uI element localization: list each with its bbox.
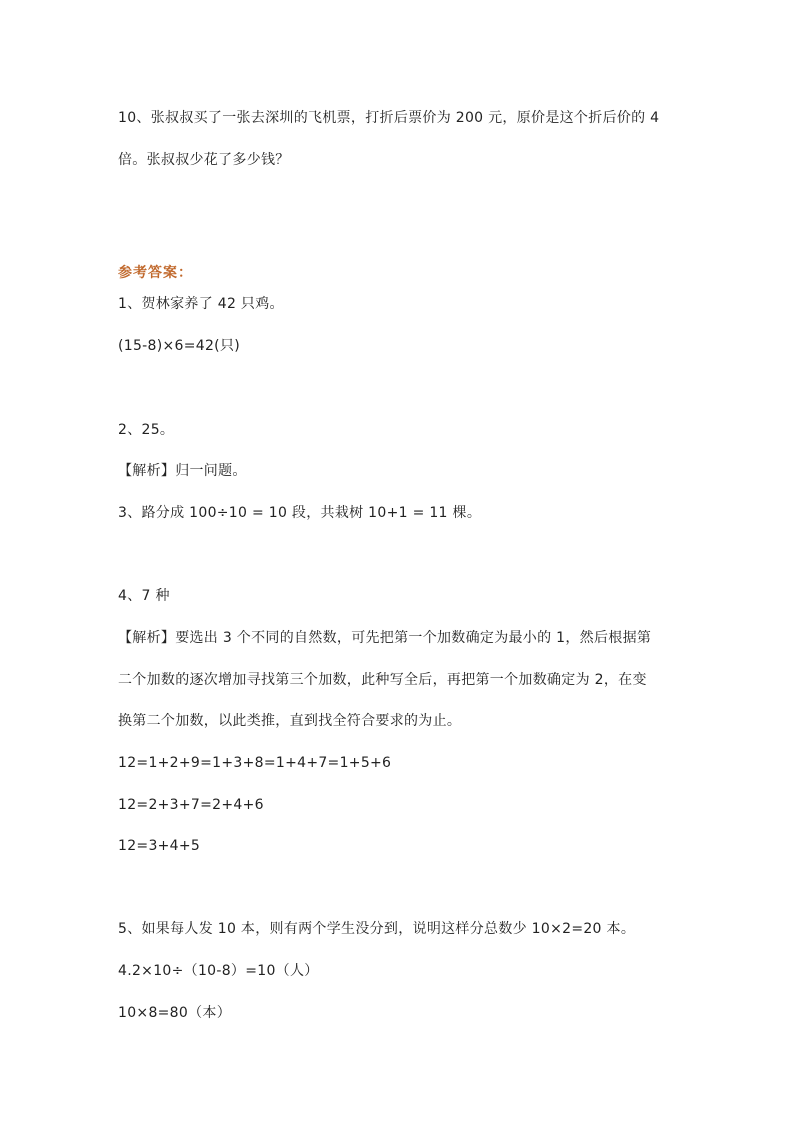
question-10-line-1: 10、张叔叔买了一张去深圳的飞机票，打折后票价为 200 元，原价是这个折后价的 4 (118, 110, 660, 126)
answer-4-line-4: 换第二个加数，以此类推，直到找全符合要求的为止。 (118, 713, 462, 729)
answer-1-line-1: 1、贺林家养了 42 只鸡。 (118, 296, 284, 312)
answer-4-line-5: 12=1+2+9=1+3+8=1+4+7=1+5+6 (118, 755, 392, 771)
answer-1-line-2: (15-8)×6=42(只) (118, 338, 241, 354)
answer-4-line-3: 二个加数的逐次增加寻找第三个加数，此种写全后，再把第一个加数确定为 2，在变 (118, 672, 647, 688)
answer-3-line-1: 3、路分成 100÷10 = 10 段，共栽树 10+1 = 11 棵。 (118, 505, 482, 521)
answer-5-line-1: 5、如果每人发 10 本，则有两个学生没分到，说明这样分总数少 10×2=20 本。 (118, 921, 636, 937)
answer-5-line-3: 10×8=80（本） (118, 1005, 231, 1021)
answer-5-line-2: 4.2×10÷（10-8）=10（人） (118, 963, 319, 979)
answer-2-line-1: 2、25。 (118, 422, 175, 438)
answer-4-line-7: 12=3+4+5 (118, 838, 201, 854)
answer-2-line-2: 【解析】归一问题。 (118, 463, 247, 479)
answers-heading: 参考答案： (118, 265, 193, 281)
answer-4-line-6: 12=2+3+7=2+4+6 (118, 797, 264, 813)
answer-4-line-1: 4、7 种 (118, 588, 170, 604)
answer-4-line-2: 【解析】要选出 3 个不同的自然数，可先把第一个加数确定为最小的 1，然后根据第 (118, 630, 652, 646)
question-10-line-2: 倍。张叔叔少花了多少钱？ (118, 152, 290, 168)
